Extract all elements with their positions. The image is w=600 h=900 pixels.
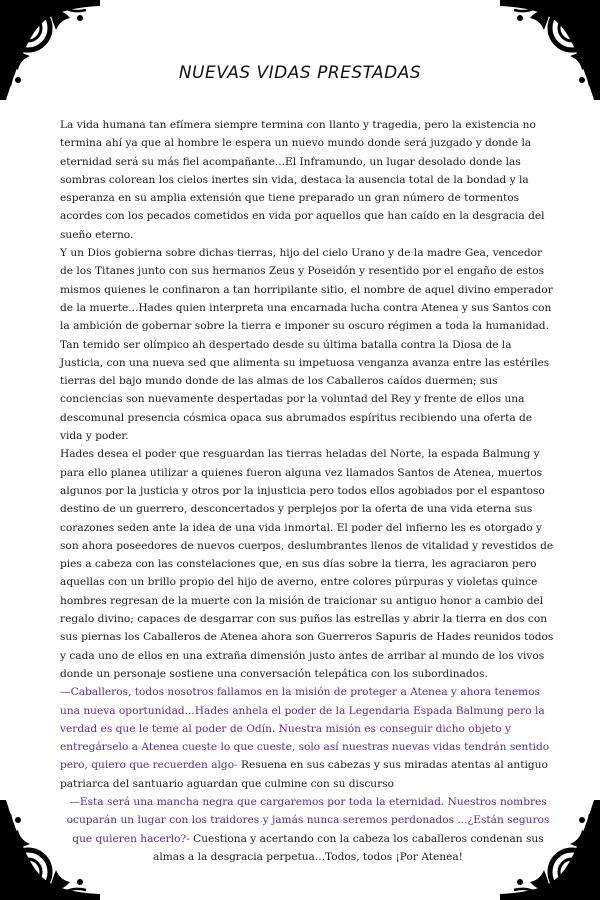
dialogue-speech-1: —Caballeros, todos nosotros fallamos en la misión de proteger a Atenea y ahora tenemos una nueva oportunidad...Hades anhela el poder de la Legendaria Espada Balmung pero la verdad es que le teme al poder de Odín. Nuestra misión es conseguir dicho objeto y entregárselo a Atenea cueste lo que cueste, solo así nuestras nuevas vidas tendrán sentido pero, quiero que recuerden algo- bbox=[60, 686, 550, 772]
paragraph-intro: La vida humana tan efímera siempre termina con llanto y tragedia, pero la existencia no termina ahí ya que al hombre le espera un nuevo mundo donde será juzgado y donde la eternidad será su más fiel acompañante...El Inframundo, un lugar desolado donde las sombras colorean los cielos inertes sin vida, destaca la ausencia total de la bondad y la esperanza en su amplia extensión que tiene preparado un gran número de tormentos acordes con los pecados cometidos en vida por aquellos que han caído en la desgracia del sueño eterno. bbox=[60, 119, 545, 241]
paragraph-hades: Y un Dios gobierna sobre dichas tierras, hijo del cielo Urano y de la madre Gea, vencedor de los Titanes junto con sus hermanos Zeus y Poseidón y resentido por el engaño de estos mismos quienes le confinaron a tan horripilante sitio, el nombre de aquel divino emperador de la muerte...Hades quien interpreta una encarnada lucha contra Atenea y sus Santos con la ambición de gobernar sobre la tierra e imponer su oscuro régimen a toda la humanidad. Tan temido ser olímpico ah despertado desde su última batalla contra la Diosa de la Justicia, con una nueva sed que alimenta su impetuosa venganza avanza entre las estériles tierras del bajo mundo donde de las almas de los Caballeros caídos duermen; sus conciencias son nuevamente despertadas por la voluntad del Rey y frente de ellos una descomunal presencia cósmica opaca sus abrumados espíritus recibiendo una oferta de vida y poder. bbox=[60, 247, 553, 443]
corner-ornament-top-left bbox=[0, 0, 100, 100]
paragraph-balmung: Hades desea el poder que resguardan las tierras heladas del Norte, la espada Balmung y para ello planea utilizar a quienes fueron alguna vez llamados Santos de Atenea, muertos algunos por la justicia y otros por la injusticia pero todos ellos agobiados por el espantoso destino de un guerrero, desconcertados y perplejos por la oferta de una vida eterna sus corazones seden ante la idea de una vida inmortal. El poder del infierno les es otorgado y son ahora poseedores de nuevos cuerpos, deslumbrantes llenos de vitalidad y revestidos de pies a cabeza con las constelaciones que, en sus días sobre la tierra, les agraciaron pero aquellas con un brillo propio del hijo de averno, entre colores púrpuras y violetas quince hombres regresan de la muerte con la misión de traicionar su antiguo honor a cambio del regalo divino; capaces de desgarrar con sus puños las estrellas y abrir la tierra en dos con sus piernas los Caballeros de Atenea ahora son Guerreros Sapuris de Hades reunidos todos y cada uno de ellos en una extraña dimensión justo antes de arribar al mundo de los vivos donde un personaje sostiene una conversación telepática con los subordinados. bbox=[60, 448, 554, 680]
dialogue-paragraph-1 bbox=[60, 683, 556, 793]
story-body bbox=[60, 116, 556, 866]
dialogue-narration-1: Resuena en sus cabezas y sus miradas atentas al antiguo patriarca del santuario aguardan que culmine con su discurso bbox=[60, 759, 548, 790]
page-title: NUEVAS VIDAS PRESTADAS bbox=[178, 63, 422, 84]
dialogue-speech-2: —Esta será una mancha negra que cargaremos por toda la eternidad. Nuestros nombres ocuparán un lugar con los traidores y jamás nunca seremos perdonados ...¿Están seguros que quieren hacerlo?- bbox=[66, 795, 550, 845]
dialogue-narration-2: Cuestiona y acertando con la cabeza los caballeros condenan sus almas a la desgracia perpetua...Todos, todos ¡Por Atenea! bbox=[153, 832, 544, 863]
corner-ornament-top-right bbox=[500, 0, 600, 100]
dialogue-paragraph-2 bbox=[60, 793, 556, 866]
